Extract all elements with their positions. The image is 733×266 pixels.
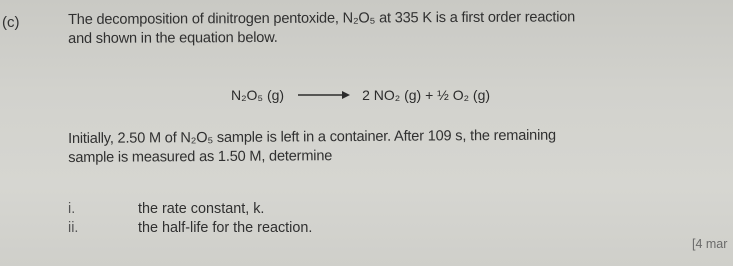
chemical-equation <box>231 87 490 103</box>
reaction-arrow-icon <box>298 89 350 101</box>
intro-paragraph <box>68 8 723 49</box>
intro-line-1: The decomposition of dinitrogen pentoxide, N₂O₅ at 335 K is a first order reaction <box>68 9 576 28</box>
sub-question-item <box>68 219 312 238</box>
data-line-2: sample is measured as 1.50 M, determine <box>68 148 333 166</box>
sub-question-number: i. <box>68 201 76 217</box>
equation-products: 2 NO₂ (g) + ½ O₂ (g) <box>362 87 491 103</box>
sub-question-item <box>68 200 312 219</box>
sub-question-text: the rate constant, k. <box>138 201 265 217</box>
sub-question-text: the half-life for the reaction. <box>138 220 313 236</box>
question-label: (c) <box>2 14 20 31</box>
marks-label: [4 mar <box>692 237 728 251</box>
intro-line-2: and shown in the equation below. <box>68 29 278 47</box>
sub-question-number: ii. <box>68 220 79 236</box>
data-line-1: Initially, 2.50 M of N₂O₅ sample is left in a container. After 109 s, the remaining <box>68 127 556 147</box>
sub-question-list <box>68 200 312 238</box>
data-paragraph <box>68 125 723 168</box>
equation-reactant: N₂O₅ (g) <box>231 87 285 103</box>
